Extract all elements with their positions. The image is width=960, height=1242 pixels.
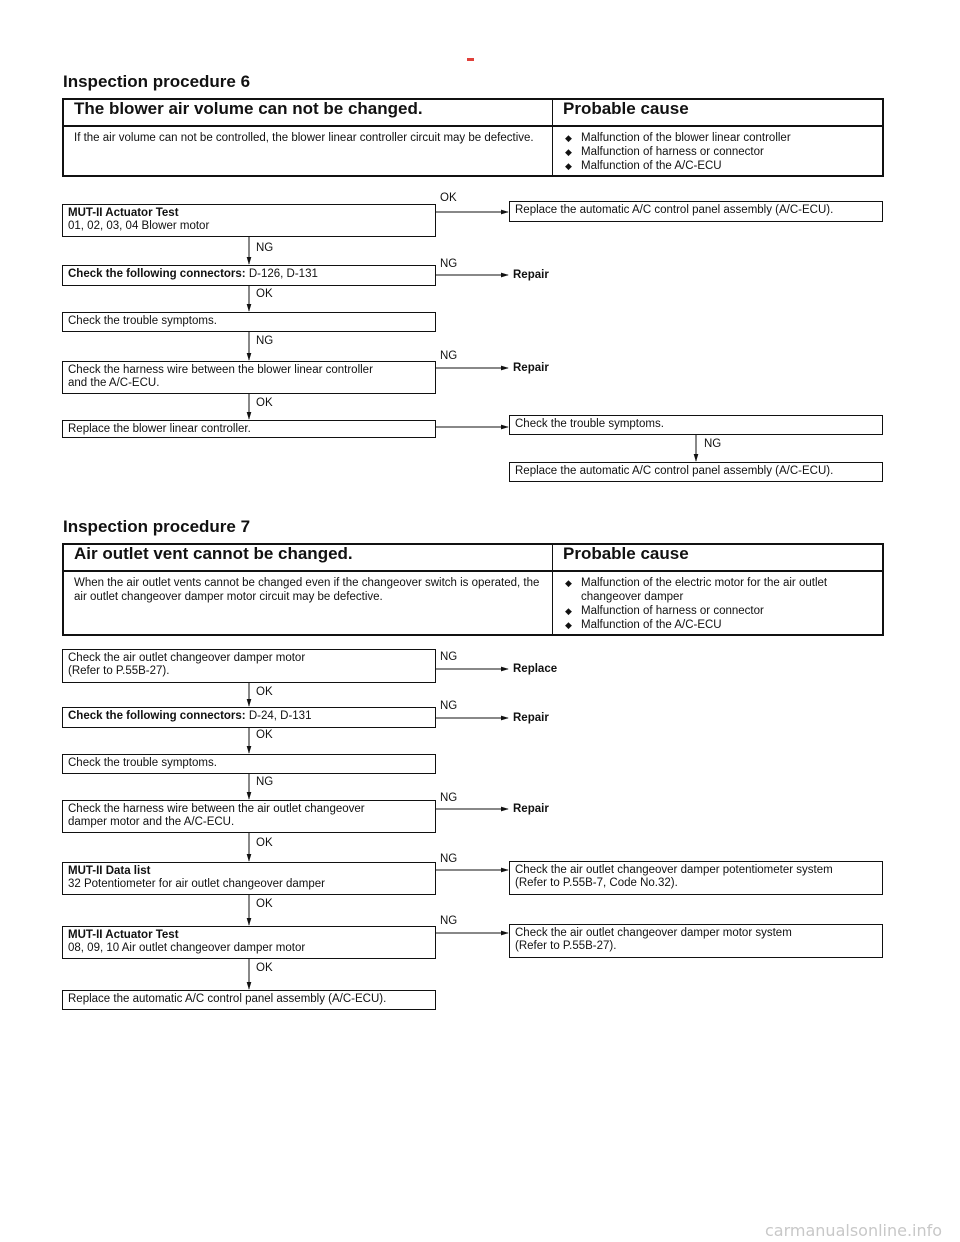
ok-label: OK bbox=[440, 192, 457, 204]
ng-label: NG bbox=[440, 258, 458, 270]
step-heading: Check the following connectors: bbox=[68, 710, 246, 722]
replace-acecu-box: Replace the automatic A/C control panel assembly (A/C-ECU). bbox=[509, 201, 883, 222]
ok-label: OK bbox=[256, 962, 273, 974]
symptom-description: If the air volume can not be controlled, the blower linear controller circuit may be defective. bbox=[64, 127, 553, 175]
ok-label: OK bbox=[256, 729, 273, 741]
ng-label: NG bbox=[440, 792, 458, 804]
step-check-trouble-symptoms: Check the trouble symptoms. bbox=[62, 754, 436, 774]
ng-label: NG bbox=[256, 335, 274, 347]
ng-label: NG bbox=[440, 651, 458, 663]
cause-item: ◆ Malfunction of harness or connector bbox=[563, 145, 872, 159]
cause-item: ◆ Malfunction of the A/C-ECU bbox=[563, 159, 872, 173]
ng-label: NG bbox=[440, 853, 458, 865]
step-heading: MUT-II Actuator Test bbox=[68, 929, 179, 941]
replace-result: Replace bbox=[513, 663, 558, 675]
probable-cause-heading: Probable cause bbox=[563, 544, 689, 563]
step-line: damper motor and the A/C-ECU. bbox=[68, 816, 235, 828]
step-line: Check the harness wire between the air outlet changeover bbox=[68, 803, 365, 815]
replace-acecu-box: Replace the automatic A/C control panel assembly (A/C-ECU). bbox=[62, 990, 436, 1010]
ok-label: OK bbox=[256, 837, 273, 849]
ng-label: NG bbox=[440, 915, 458, 927]
step-heading: Check the following connectors: bbox=[68, 268, 246, 280]
step-detail: 08, 09, 10 Air outlet changeover damper motor bbox=[68, 942, 306, 954]
step-heading: MUT-II Actuator Test bbox=[68, 207, 179, 219]
procedure-6-title: Inspection procedure 6 bbox=[63, 72, 251, 91]
step-detail: 32 Potentiometer for air outlet changeover damper bbox=[68, 878, 325, 890]
step-heading: MUT-II Data list bbox=[68, 865, 151, 877]
replace-acecu-box: Replace the automatic A/C control panel assembly (A/C-ECU). bbox=[509, 462, 883, 482]
probable-cause-heading: Probable cause bbox=[563, 99, 689, 118]
step-line: (Refer to P.55B-7, Code No.32). bbox=[515, 877, 678, 889]
step-line: Check the air outlet changeover damper potentiometer system bbox=[515, 864, 833, 876]
ok-label: OK bbox=[256, 397, 273, 409]
ng-label: NG bbox=[440, 700, 458, 712]
step-line: Check the air outlet changeover damper motor bbox=[68, 652, 306, 664]
watermark: carmanualsonline.info bbox=[765, 1221, 943, 1240]
cause-item: ◆ Malfunction of the A/C-ECU bbox=[563, 618, 872, 632]
cause-item: ◆ Malfunction of harness or connector bbox=[563, 604, 872, 618]
cause-item: ◆ Malfunction of the electric motor for the air outlet changeover damper bbox=[563, 576, 872, 604]
step-detail: 01, 02, 03, 04 Blower motor bbox=[68, 220, 210, 232]
ok-label: OK bbox=[256, 686, 273, 698]
step-check-trouble-symptoms: Check the trouble symptoms. bbox=[62, 312, 436, 332]
step-line: (Refer to P.55B-27). bbox=[515, 940, 617, 952]
repair-result: Repair bbox=[513, 803, 549, 815]
ng-label: NG bbox=[256, 776, 274, 788]
repair-result: Repair bbox=[513, 269, 549, 281]
step-line: Check the harness wire between the blower linear controller bbox=[68, 364, 373, 376]
repair-result: Repair bbox=[513, 712, 549, 724]
ng-label: NG bbox=[704, 438, 722, 450]
step-detail: D-24, D-131 bbox=[245, 710, 312, 722]
step-line: (Refer to P.55B-27). bbox=[68, 665, 170, 677]
symptom-heading: Air outlet vent cannot be changed. bbox=[64, 545, 553, 570]
repair-result: Repair bbox=[513, 362, 549, 374]
step-line: Check the air outlet changeover damper motor system bbox=[515, 927, 792, 939]
procedure-7-title: Inspection procedure 7 bbox=[63, 517, 251, 536]
step-line: and the A/C-ECU. bbox=[68, 377, 160, 389]
ok-label: OK bbox=[256, 898, 273, 910]
step-detail: D-126, D-131 bbox=[245, 268, 318, 280]
step-check-trouble-symptoms: Check the trouble symptoms. bbox=[509, 415, 883, 435]
ng-label: NG bbox=[256, 242, 274, 254]
step-replace-blower-controller: Replace the blower linear controller. bbox=[62, 420, 436, 438]
cause-item: ◆ Malfunction of the blower linear controller bbox=[563, 131, 872, 145]
symptom-heading: The blower air volume can not be changed. bbox=[64, 100, 553, 125]
ok-label: OK bbox=[256, 288, 273, 300]
symptom-description: When the air outlet vents cannot be changed even if the changeover switch is operated, the air outlet changeover damper motor circuit may be defective. bbox=[64, 572, 553, 634]
ng-label: NG bbox=[440, 350, 458, 362]
